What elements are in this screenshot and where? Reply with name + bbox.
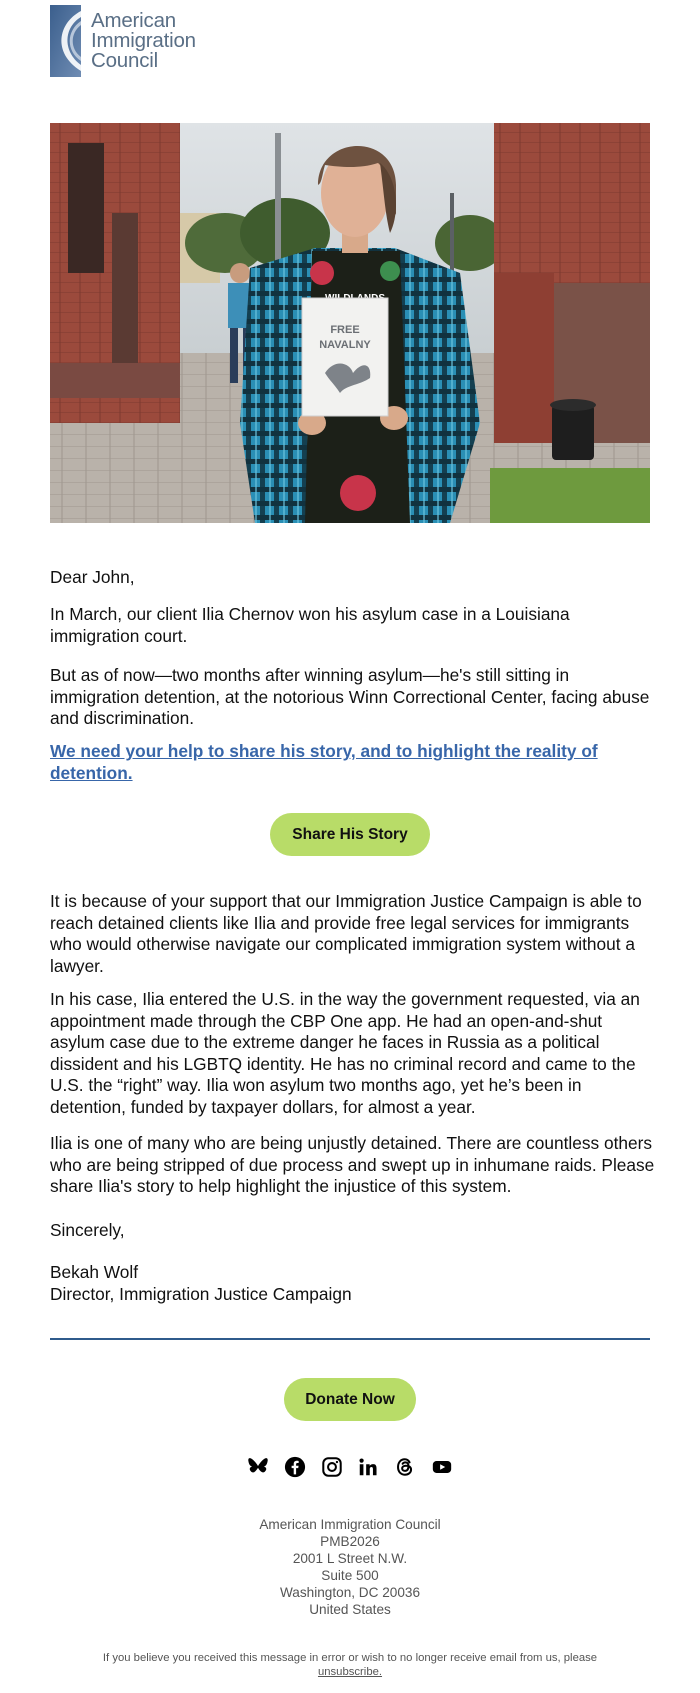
mailing-address xyxy=(50,1516,650,1618)
bluesky-icon[interactable] xyxy=(247,1456,269,1478)
greeting-text: Dear John, xyxy=(50,567,135,587)
linkedin-icon[interactable] xyxy=(357,1456,379,1478)
logo-line-3: Council xyxy=(91,49,158,72)
social-links xyxy=(247,1456,453,1480)
closing xyxy=(50,1220,656,1242)
logo-line-2: Immigration xyxy=(91,29,196,52)
paragraph-1-text: In March, our client Ilia Chernov won his asylum case in a Louisiana immigration court. xyxy=(50,604,570,646)
logo-swoosh-icon xyxy=(50,5,81,77)
paragraph-1 xyxy=(50,604,656,647)
address-city: Washington, DC 20036 xyxy=(279,1585,421,1600)
address-org: American Immigration Council xyxy=(259,1517,441,1532)
sign-text-2: NAVALNY xyxy=(319,339,371,351)
address-country: United States xyxy=(309,1602,391,1617)
unsubscribe-link[interactable]: unsubscribe. xyxy=(317,1666,383,1678)
signer-title: Director, Immigration Justice Campaign xyxy=(50,1283,352,1304)
org-logo[interactable] xyxy=(50,5,210,77)
unsubscribe-note xyxy=(80,1651,620,1679)
hero-illustration xyxy=(50,123,650,523)
paragraph-4 xyxy=(50,989,656,1118)
closing-text: Sincerely, xyxy=(50,1220,125,1240)
paragraph-3-text: It is because of your support that our Immigration Justice Campaign is able to reach detained clients like Ilia and provide free legal services for immigrants who would otherwise navigate our complicated immigration system without a lawyer. xyxy=(50,891,642,976)
hero-photo xyxy=(50,123,650,523)
unsubscribe-text: If you believe you received this message in error or wish to no longer receive email from us, please xyxy=(102,1652,598,1664)
section-divider xyxy=(50,1338,650,1340)
signer-name: Bekah Wolf xyxy=(50,1262,139,1282)
share-story-link[interactable]: We need your help to share his story, and to highlight the reality of detention. xyxy=(50,741,598,783)
address-street: 2001 L Street N.W. xyxy=(292,1551,408,1566)
logo-wordmark xyxy=(91,11,196,71)
facebook-icon[interactable] xyxy=(284,1456,306,1478)
instagram-icon[interactable] xyxy=(321,1456,343,1478)
share-his-story-button[interactable]: Share His Story xyxy=(270,813,430,856)
paragraph-3 xyxy=(50,891,656,977)
greeting xyxy=(50,567,656,589)
sign-text-1: FREE xyxy=(330,324,360,336)
paragraph-5-text: Ilia is one of many who are being unjustly detained. There are countless others who are being stripped of due process and swept up in inhumane raids. Please share Ilia's story to help highlight the injustice of this system. xyxy=(50,1133,655,1196)
donate-now-button[interactable]: Donate Now xyxy=(284,1378,416,1421)
address-pmb: PMB2026 xyxy=(320,1534,380,1549)
address-suite: Suite 500 xyxy=(321,1568,379,1583)
signature xyxy=(50,1262,656,1305)
paragraph-4-text: In his case, Ilia entered the U.S. in the way the government requested, via an appointment made through the CBP One app. He had an open-and-shut asylum case due to the extreme danger he faces in Russia as a political dissident and his LGBTQ identity. He has no criminal record and came to the U.S. the “right” way. Ilia won asylum two months ago, yet he’s been in detention, funded by taxpayer dollars, for almost a year. xyxy=(50,989,640,1117)
paragraph-2 xyxy=(50,665,656,730)
logo-line-1: American xyxy=(91,9,176,32)
paragraph-5 xyxy=(50,1133,656,1198)
threads-icon[interactable] xyxy=(394,1456,416,1478)
paragraph-2-text: But as of now—two months after winning asylum—he's still sitting in immigration detention, at the notorious Winn Correctional Center, facing abuse and discrimination. xyxy=(50,665,650,728)
youtube-icon[interactable] xyxy=(431,1456,453,1478)
